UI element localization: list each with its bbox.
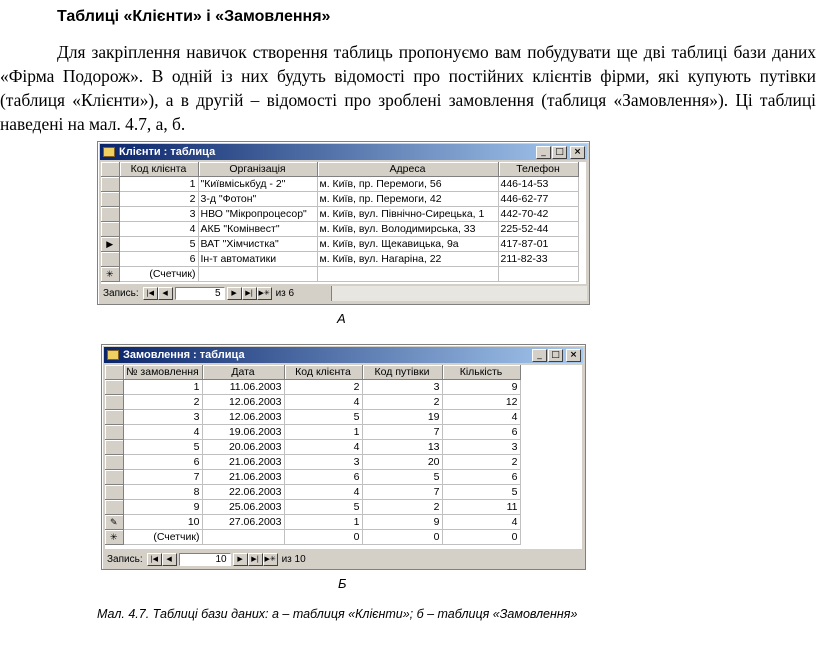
record-count: из 6: [275, 288, 295, 299]
cell-date[interactable]: 12.06.2003: [202, 410, 284, 425]
table-row[interactable]: [101, 207, 582, 222]
new-record-icon[interactable]: ✳: [105, 530, 123, 545]
cell-order-number[interactable]: 1: [123, 380, 202, 395]
figure-label-a: А: [337, 311, 346, 326]
maximize-icon[interactable]: □: [548, 349, 563, 362]
row-selector[interactable]: [105, 380, 123, 395]
last-record-icon[interactable]: ▶|: [248, 553, 263, 566]
record-number-input[interactable]: 5: [175, 287, 225, 300]
clients-record-navigator: [101, 285, 586, 302]
table-row[interactable]: [105, 440, 520, 455]
cell-organization[interactable]: НВО "Мікропроцесор": [198, 207, 317, 222]
cell-client-code[interactable]: 4: [284, 485, 362, 500]
cell-quantity[interactable]: 9: [442, 380, 520, 395]
first-record-icon[interactable]: |◀: [147, 553, 162, 566]
cell-client-code[interactable]: 0: [284, 530, 362, 545]
row-selector[interactable]: [105, 470, 123, 485]
cell-quantity[interactable]: 4: [442, 515, 520, 530]
cell-order-number[interactable]: 5: [123, 440, 202, 455]
close-icon[interactable]: ×: [566, 349, 581, 362]
next-record-icon[interactable]: ▶: [233, 553, 248, 566]
cell-tour-code[interactable]: 7: [362, 485, 442, 500]
cell-phone[interactable]: 442-70-42: [498, 207, 578, 222]
cell-client-code[interactable]: 5: [119, 237, 198, 252]
cell-client-code[interactable]: 5: [284, 410, 362, 425]
cell-phone[interactable]: 417-87-01: [498, 237, 578, 252]
row-filler: [578, 267, 582, 282]
row-filler: [578, 207, 582, 222]
current-record-icon[interactable]: ▶: [101, 237, 119, 252]
record-label: Запись:: [103, 288, 139, 299]
row-selector-header[interactable]: [105, 365, 123, 380]
cell-client-code[interactable]: 2: [119, 192, 198, 207]
cell-quantity[interactable]: 6: [442, 425, 520, 440]
figure-caption: Мал. 4.7. Таблиці бази даних: а – таблиця «Клієнти»; б – таблиця «Замовлення»: [97, 607, 578, 621]
cell-tour-code[interactable]: 0: [362, 530, 442, 545]
cell-date[interactable]: [202, 530, 284, 545]
column-header[interactable]: Код путівки: [362, 365, 442, 380]
cell-order-number[interactable]: 6: [123, 455, 202, 470]
cell-organization[interactable]: ВАТ "Хімчистка": [198, 237, 317, 252]
cell-tour-code[interactable]: 9: [362, 515, 442, 530]
table-row[interactable]: [105, 395, 520, 410]
cell-date[interactable]: 22.06.2003: [202, 485, 284, 500]
cell-tour-code[interactable]: 2: [362, 395, 442, 410]
table-row[interactable]: [101, 177, 582, 192]
cell-date[interactable]: 21.06.2003: [202, 455, 284, 470]
previous-record-icon[interactable]: ◀: [162, 553, 177, 566]
table-row[interactable]: [105, 410, 520, 425]
table-row[interactable]: [101, 192, 582, 207]
cell-client-code[interactable]: 1: [284, 425, 362, 440]
row-filler: [578, 192, 582, 207]
table-row[interactable]: [105, 470, 520, 485]
row-filler: [578, 252, 582, 267]
row-selector[interactable]: [101, 207, 119, 222]
cell-order-number[interactable]: 2: [123, 395, 202, 410]
cell-quantity[interactable]: 3: [442, 440, 520, 455]
column-header[interactable]: Кількість: [442, 365, 520, 380]
orders-titlebar[interactable]: [104, 347, 583, 363]
column-header[interactable]: Дата: [202, 365, 284, 380]
cell-address[interactable]: м. Київ, вул. Щекавицька, 9а: [317, 237, 498, 252]
cell-organization[interactable]: 3-д "Фотон": [198, 192, 317, 207]
table-row-editing[interactable]: [105, 515, 520, 530]
cell-client-code[interactable]: 1: [284, 515, 362, 530]
table-row[interactable]: [105, 485, 520, 500]
maximize-icon[interactable]: □: [552, 146, 567, 159]
table-row[interactable]: [101, 222, 582, 237]
record-number-input[interactable]: 10: [179, 553, 231, 566]
cell-tour-code[interactable]: 5: [362, 470, 442, 485]
minimize-icon[interactable]: _: [532, 349, 547, 362]
cell-client-code[interactable]: 6: [119, 252, 198, 267]
cell-phone[interactable]: 225-52-44: [498, 222, 578, 237]
row-filler: [578, 222, 582, 237]
cell-address[interactable]: м. Київ, пр. Перемоги, 42: [317, 192, 498, 207]
cell-tour-code[interactable]: 7: [362, 425, 442, 440]
table-row[interactable]: [101, 252, 582, 267]
record-count: из 10: [281, 554, 306, 565]
row-filler: [578, 237, 582, 252]
cell-order-number[interactable]: (Счетчик): [123, 530, 202, 545]
table-row[interactable]: [105, 425, 520, 440]
row-selector[interactable]: [101, 252, 119, 267]
table-row-current[interactable]: [101, 237, 582, 252]
table-row[interactable]: [105, 380, 520, 395]
cell-order-number[interactable]: 3: [123, 410, 202, 425]
row-selector[interactable]: [101, 222, 119, 237]
table-row-new[interactable]: [105, 530, 520, 545]
row-selector[interactable]: [105, 485, 123, 500]
cell-client-code[interactable]: 4: [119, 222, 198, 237]
cell-client-code[interactable]: (Счетчик): [119, 267, 198, 282]
row-selector[interactable]: [105, 395, 123, 410]
row-selector-header[interactable]: [101, 162, 119, 177]
cell-client-code[interactable]: 3: [284, 455, 362, 470]
new-record-icon[interactable]: ✳: [101, 267, 119, 282]
table-row-new[interactable]: [101, 267, 582, 282]
row-filler: [578, 177, 582, 192]
row-selector[interactable]: [101, 192, 119, 207]
column-header[interactable]: Код клієнта: [284, 365, 362, 380]
cell-tour-code[interactable]: 2: [362, 500, 442, 515]
cell-quantity[interactable]: 12: [442, 395, 520, 410]
cell-date[interactable]: 20.06.2003: [202, 440, 284, 455]
new-record-button-icon[interactable]: ▶✳: [257, 287, 272, 300]
clients-titlebar[interactable]: [100, 144, 587, 160]
cell-tour-code[interactable]: 19: [362, 410, 442, 425]
figure-label-b: Б: [338, 576, 347, 591]
orders-window-title: Замовлення : таблица: [123, 349, 245, 361]
cell-organization[interactable]: Ін-т автоматики: [198, 252, 317, 267]
column-header[interactable]: Адреса: [317, 162, 498, 177]
cell-client-code[interactable]: 6: [284, 470, 362, 485]
row-selector[interactable]: [105, 455, 123, 470]
next-record-icon[interactable]: ▶: [227, 287, 242, 300]
last-record-icon[interactable]: ▶|: [242, 287, 257, 300]
cell-organization[interactable]: АКБ "Комінвест": [198, 222, 317, 237]
record-label: Запись:: [107, 554, 143, 565]
cell-date[interactable]: 12.06.2003: [202, 395, 284, 410]
table-icon: [107, 350, 119, 360]
new-record-button-icon[interactable]: ▶✳: [263, 553, 278, 566]
cell-quantity[interactable]: 11: [442, 500, 520, 515]
row-selector[interactable]: [101, 177, 119, 192]
minimize-icon[interactable]: _: [536, 146, 551, 159]
cell-order-number[interactable]: 4: [123, 425, 202, 440]
clients-window: [97, 141, 590, 305]
cell-organization[interactable]: "Київміськбуд - 2": [198, 177, 317, 192]
cell-client-code[interactable]: 5: [284, 500, 362, 515]
cell-client-code[interactable]: 1: [119, 177, 198, 192]
row-selector[interactable]: [105, 425, 123, 440]
cell-address[interactable]: м. Київ, вул. Володимирська, 33: [317, 222, 498, 237]
cell-client-code[interactable]: 4: [284, 395, 362, 410]
cell-date[interactable]: 19.06.2003: [202, 425, 284, 440]
cell-phone[interactable]: [498, 267, 578, 282]
cell-quantity[interactable]: 4: [442, 410, 520, 425]
orders-window: [101, 344, 586, 570]
cell-phone[interactable]: 446-14-53: [498, 177, 578, 192]
cell-address[interactable]: м. Київ, вул. Північно-Сирецька, 1: [317, 207, 498, 222]
column-header[interactable]: № замовлення: [123, 365, 202, 380]
cell-quantity[interactable]: 0: [442, 530, 520, 545]
intro-paragraph: Для закріплення навичок створення таблиць пропонуємо вам побудувати ще дві таблиці бази даних «Фірма Подорож». В одній із них будуть відомості про постійних клієнтів фірми, які купують путівки (таблиця «Клієнти»), а в другій – відомості про зроблені замовлення (таблиця «Замовлення»). Ці таблиці наведені на мал. 4.7, а, б.: [0, 42, 816, 134]
cell-date[interactable]: 11.06.2003: [202, 380, 284, 395]
cell-phone[interactable]: 446-62-77: [498, 192, 578, 207]
clients-table: [101, 162, 582, 282]
cell-tour-code[interactable]: 13: [362, 440, 442, 455]
cell-address[interactable]: м. Київ, вул. Нагаріна, 22: [317, 252, 498, 267]
orders-record-navigator: [105, 551, 582, 568]
header-filler: [578, 162, 582, 177]
table-row[interactable]: [105, 500, 520, 515]
first-record-icon[interactable]: |◀: [143, 287, 158, 300]
cell-address[interactable]: м. Київ, пр. Перемоги, 56: [317, 177, 498, 192]
cell-order-number[interactable]: 9: [123, 500, 202, 515]
row-selector[interactable]: [105, 410, 123, 425]
cell-client-code[interactable]: 2: [284, 380, 362, 395]
table-icon: [103, 147, 115, 157]
clients-window-title: Клієнти : таблица: [119, 146, 216, 158]
cell-date[interactable]: 21.06.2003: [202, 470, 284, 485]
table-row[interactable]: [105, 455, 520, 470]
horizontal-scrollbar[interactable]: [331, 286, 587, 301]
close-icon[interactable]: ×: [570, 146, 585, 159]
column-header[interactable]: Організація: [198, 162, 317, 177]
cell-phone[interactable]: 211-82-33: [498, 252, 578, 267]
cell-date[interactable]: 27.06.2003: [202, 515, 284, 530]
cell-client-code[interactable]: 3: [119, 207, 198, 222]
section-heading: Таблиці «Клієнти» і «Замовлення»: [57, 8, 331, 25]
cell-tour-code[interactable]: 20: [362, 455, 442, 470]
cell-address[interactable]: [317, 267, 498, 282]
cell-date[interactable]: 25.06.2003: [202, 500, 284, 515]
row-selector[interactable]: [105, 500, 123, 515]
orders-grid: [105, 365, 582, 549]
cell-order-number[interactable]: 8: [123, 485, 202, 500]
cell-order-number[interactable]: 7: [123, 470, 202, 485]
row-selector[interactable]: [105, 440, 123, 455]
column-header[interactable]: Код клієнта: [119, 162, 198, 177]
cell-order-number[interactable]: 10: [123, 515, 202, 530]
clients-grid: [101, 162, 586, 284]
cell-quantity[interactable]: 5: [442, 485, 520, 500]
cell-quantity[interactable]: 2: [442, 455, 520, 470]
column-header[interactable]: Телефон: [498, 162, 578, 177]
pencil-icon[interactable]: ✎: [105, 515, 123, 530]
cell-tour-code[interactable]: 3: [362, 380, 442, 395]
cell-organization[interactable]: [198, 267, 317, 282]
orders-table: [105, 365, 521, 545]
cell-client-code[interactable]: 4: [284, 440, 362, 455]
previous-record-icon[interactable]: ◀: [158, 287, 173, 300]
cell-quantity[interactable]: 6: [442, 470, 520, 485]
